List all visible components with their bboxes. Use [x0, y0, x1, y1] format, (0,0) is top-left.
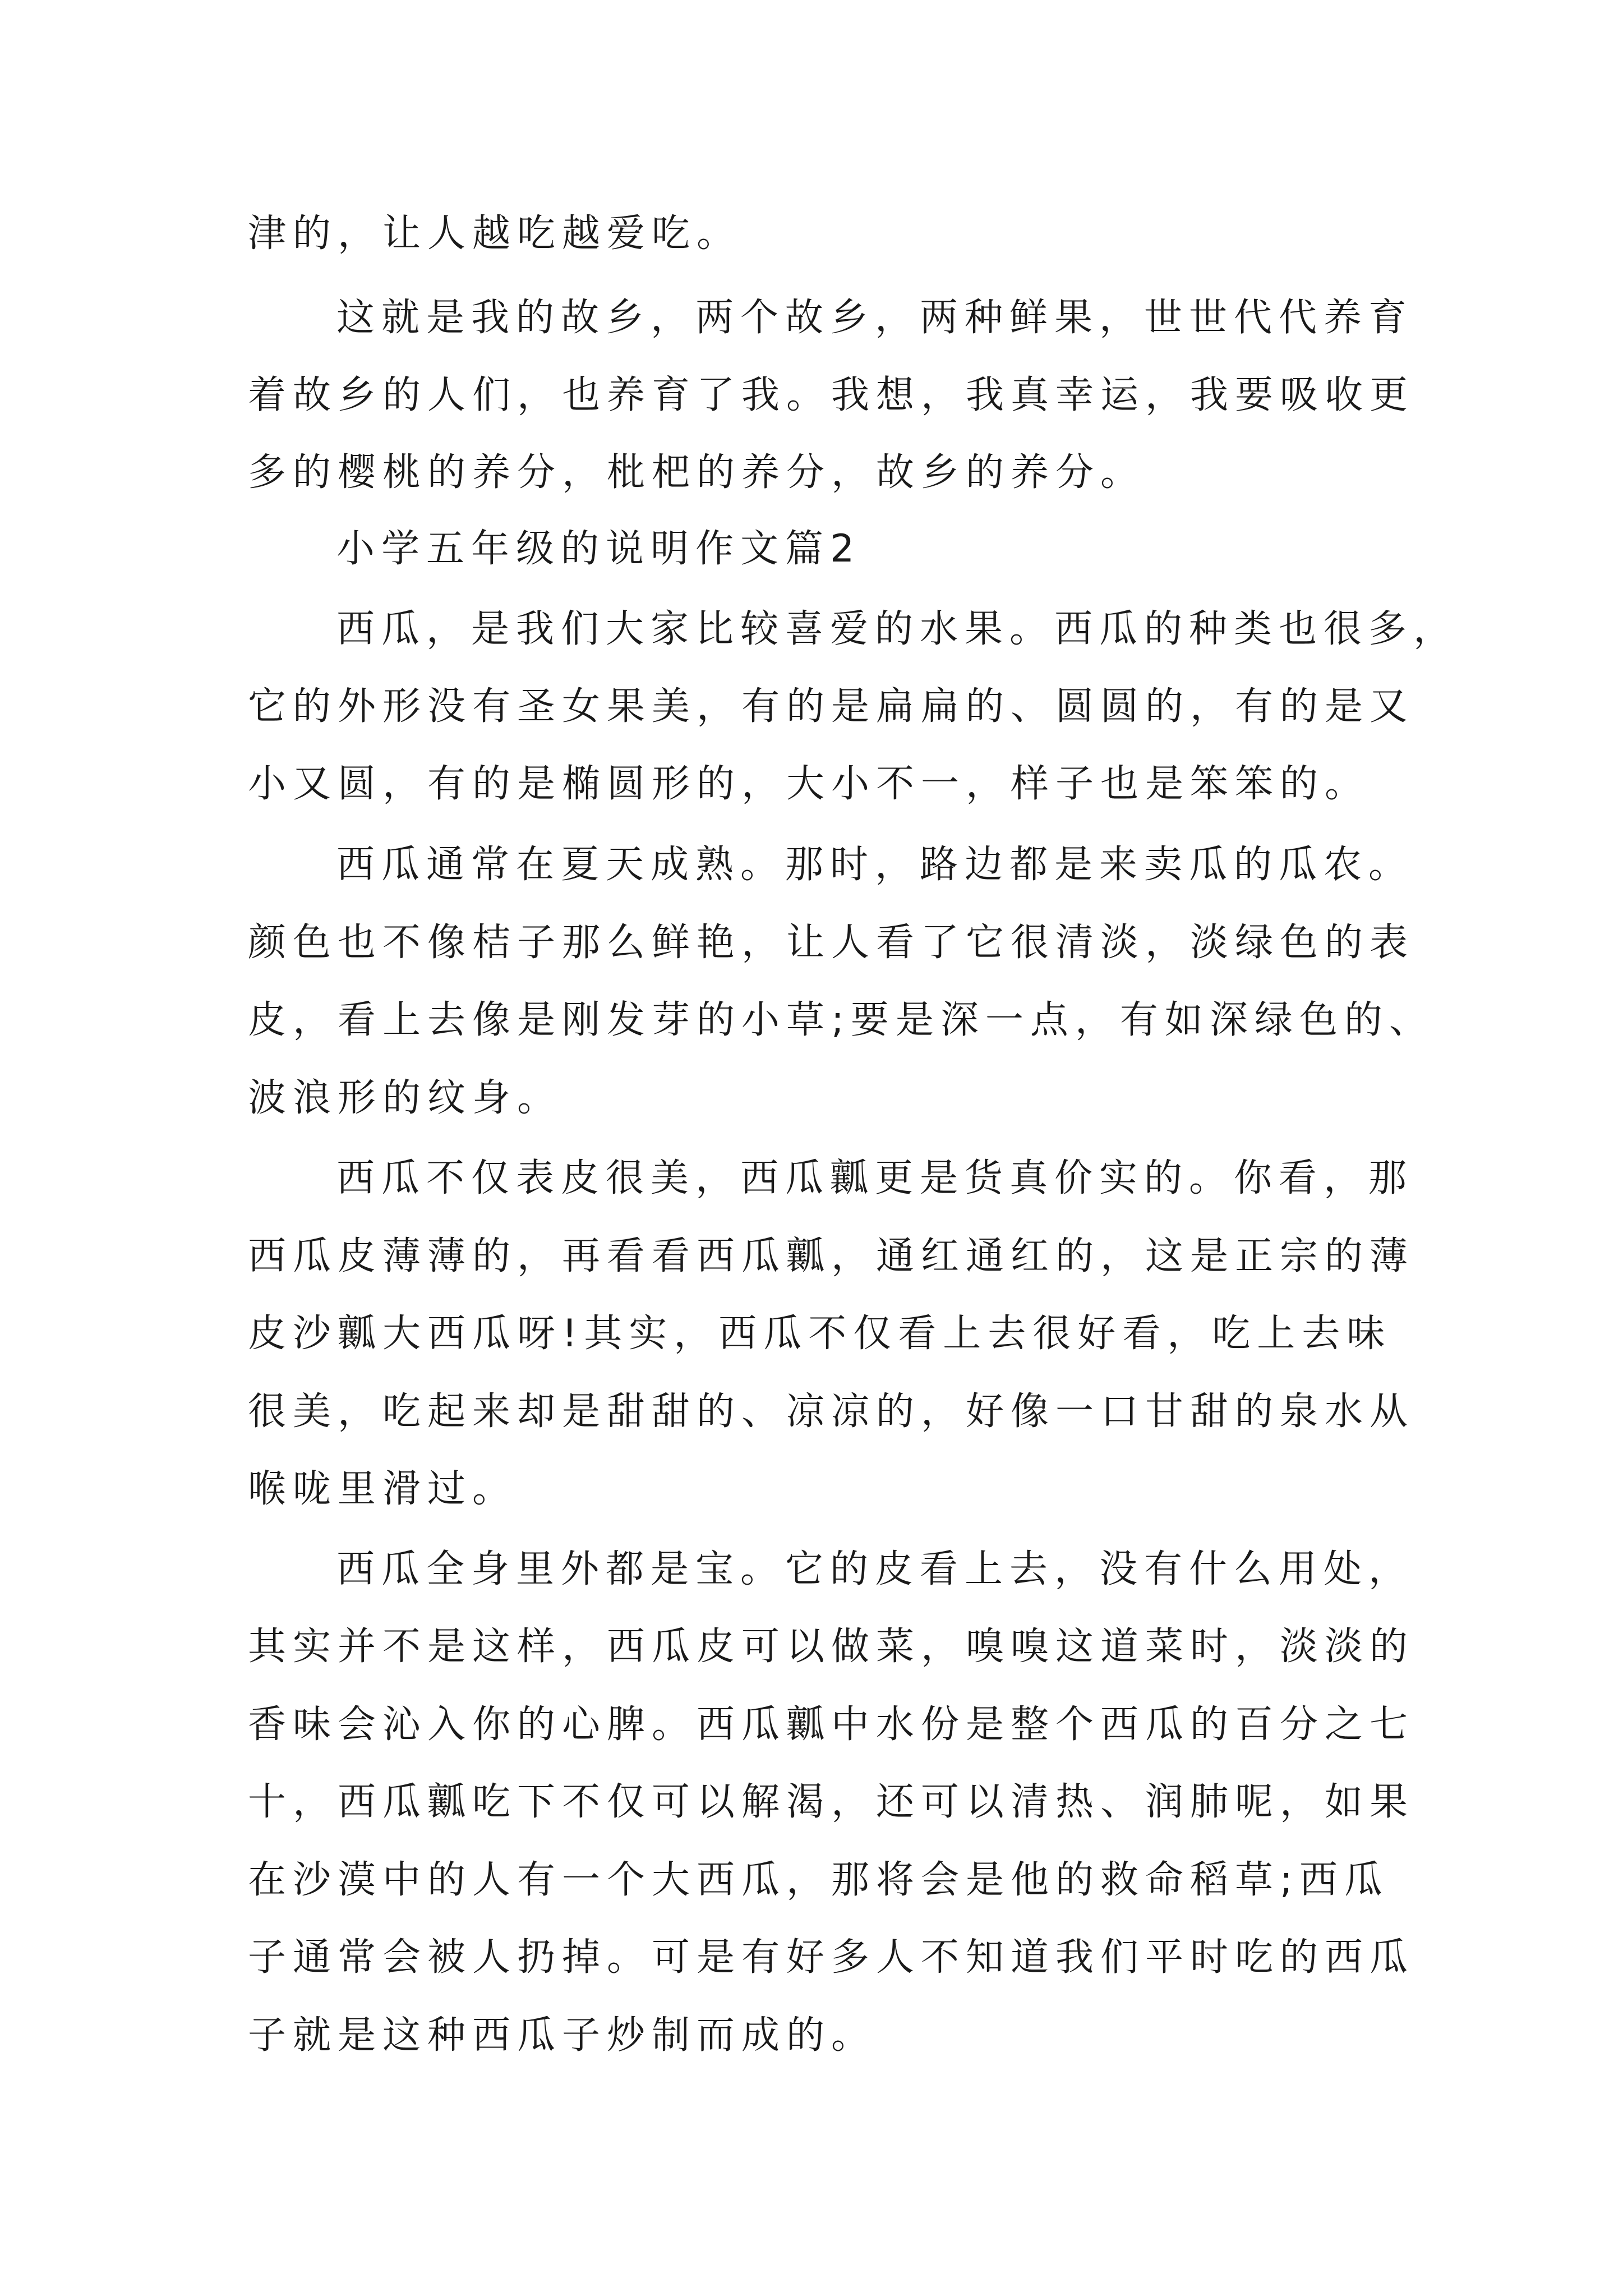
text-line: 皮，看上去像是刚发芽的小草;要是深一点，有如深绿色的、: [248, 998, 1434, 1042]
text-line: 香味会沁入你的心脾。西瓜瓤中水份是整个西瓜的百分之七: [248, 1703, 1415, 1747]
text-line: 很美，吃起来却是甜甜的、凉凉的，好像一口甘甜的泉水从: [248, 1389, 1415, 1434]
text-line: 这就是我的故乡，两个故乡，两种鲜果，世世代代养育: [336, 296, 1414, 340]
text-line: 子就是这种西瓜子炒制而成的。: [248, 2013, 877, 2058]
text-line: 西瓜全身里外都是宝。它的皮看上去，没有什么用处，: [336, 1547, 1414, 1591]
text-line: 津的，让人越吃越爱吃。: [248, 211, 742, 256]
text-line: 在沙漠中的人有一个大西瓜，那将会是他的救命稻草;西瓜: [248, 1858, 1389, 1902]
text-line: 多的樱桃的养分，枇杷的养分，故乡的养分。: [248, 450, 1146, 495]
text-line: 喉咙里滑过。: [248, 1467, 518, 1511]
text-line: 着故乡的人们，也养育了我。我想，我真幸运，我要吸收更: [248, 373, 1415, 417]
text-line: 波浪形的纹身。: [248, 1076, 562, 1120]
text-line: 西瓜通常在夏天成熟。那时，路边都是来卖瓜的瓜农。: [336, 843, 1414, 887]
text-line: 皮沙瓤大西瓜呀!其实，西瓜不仅看上去很好看，吃上去味: [248, 1312, 1392, 1356]
text-line: 西瓜皮薄薄的，再看看西瓜瓤，通红通红的，这是正宗的薄: [248, 1234, 1415, 1278]
text-line: 西瓜不仅表皮很美，西瓜瓤更是货真价实的。你看，那: [336, 1156, 1414, 1200]
section-heading: 小学五年级的说明作文篇2: [336, 527, 861, 571]
text-line: 小又圆，有的是椭圆形的，大小不一，样子也是笨笨的。: [248, 762, 1370, 806]
text-line: 颜色也不像桔子那么鲜艳，让人看了它很清淡，淡绿色的表: [248, 921, 1415, 965]
text-line: 它的外形没有圣女果美，有的是扁扁的、圆圆的，有的是又: [248, 684, 1415, 729]
text-line: 其实并不是这样，西瓜皮可以做菜，嗅嗅这道菜时，淡淡的: [248, 1625, 1415, 1669]
text-line: 子通常会被人扔掉。可是有好多人不知道我们平时吃的西瓜: [248, 1935, 1415, 1980]
text-line: 十，西瓜瓤吃下不仅可以解渴，还可以清热、润肺呢，如果: [248, 1780, 1415, 1824]
text-line: 西瓜，是我们大家比较喜爱的水果。西瓜的种类也很多，: [336, 607, 1459, 651]
